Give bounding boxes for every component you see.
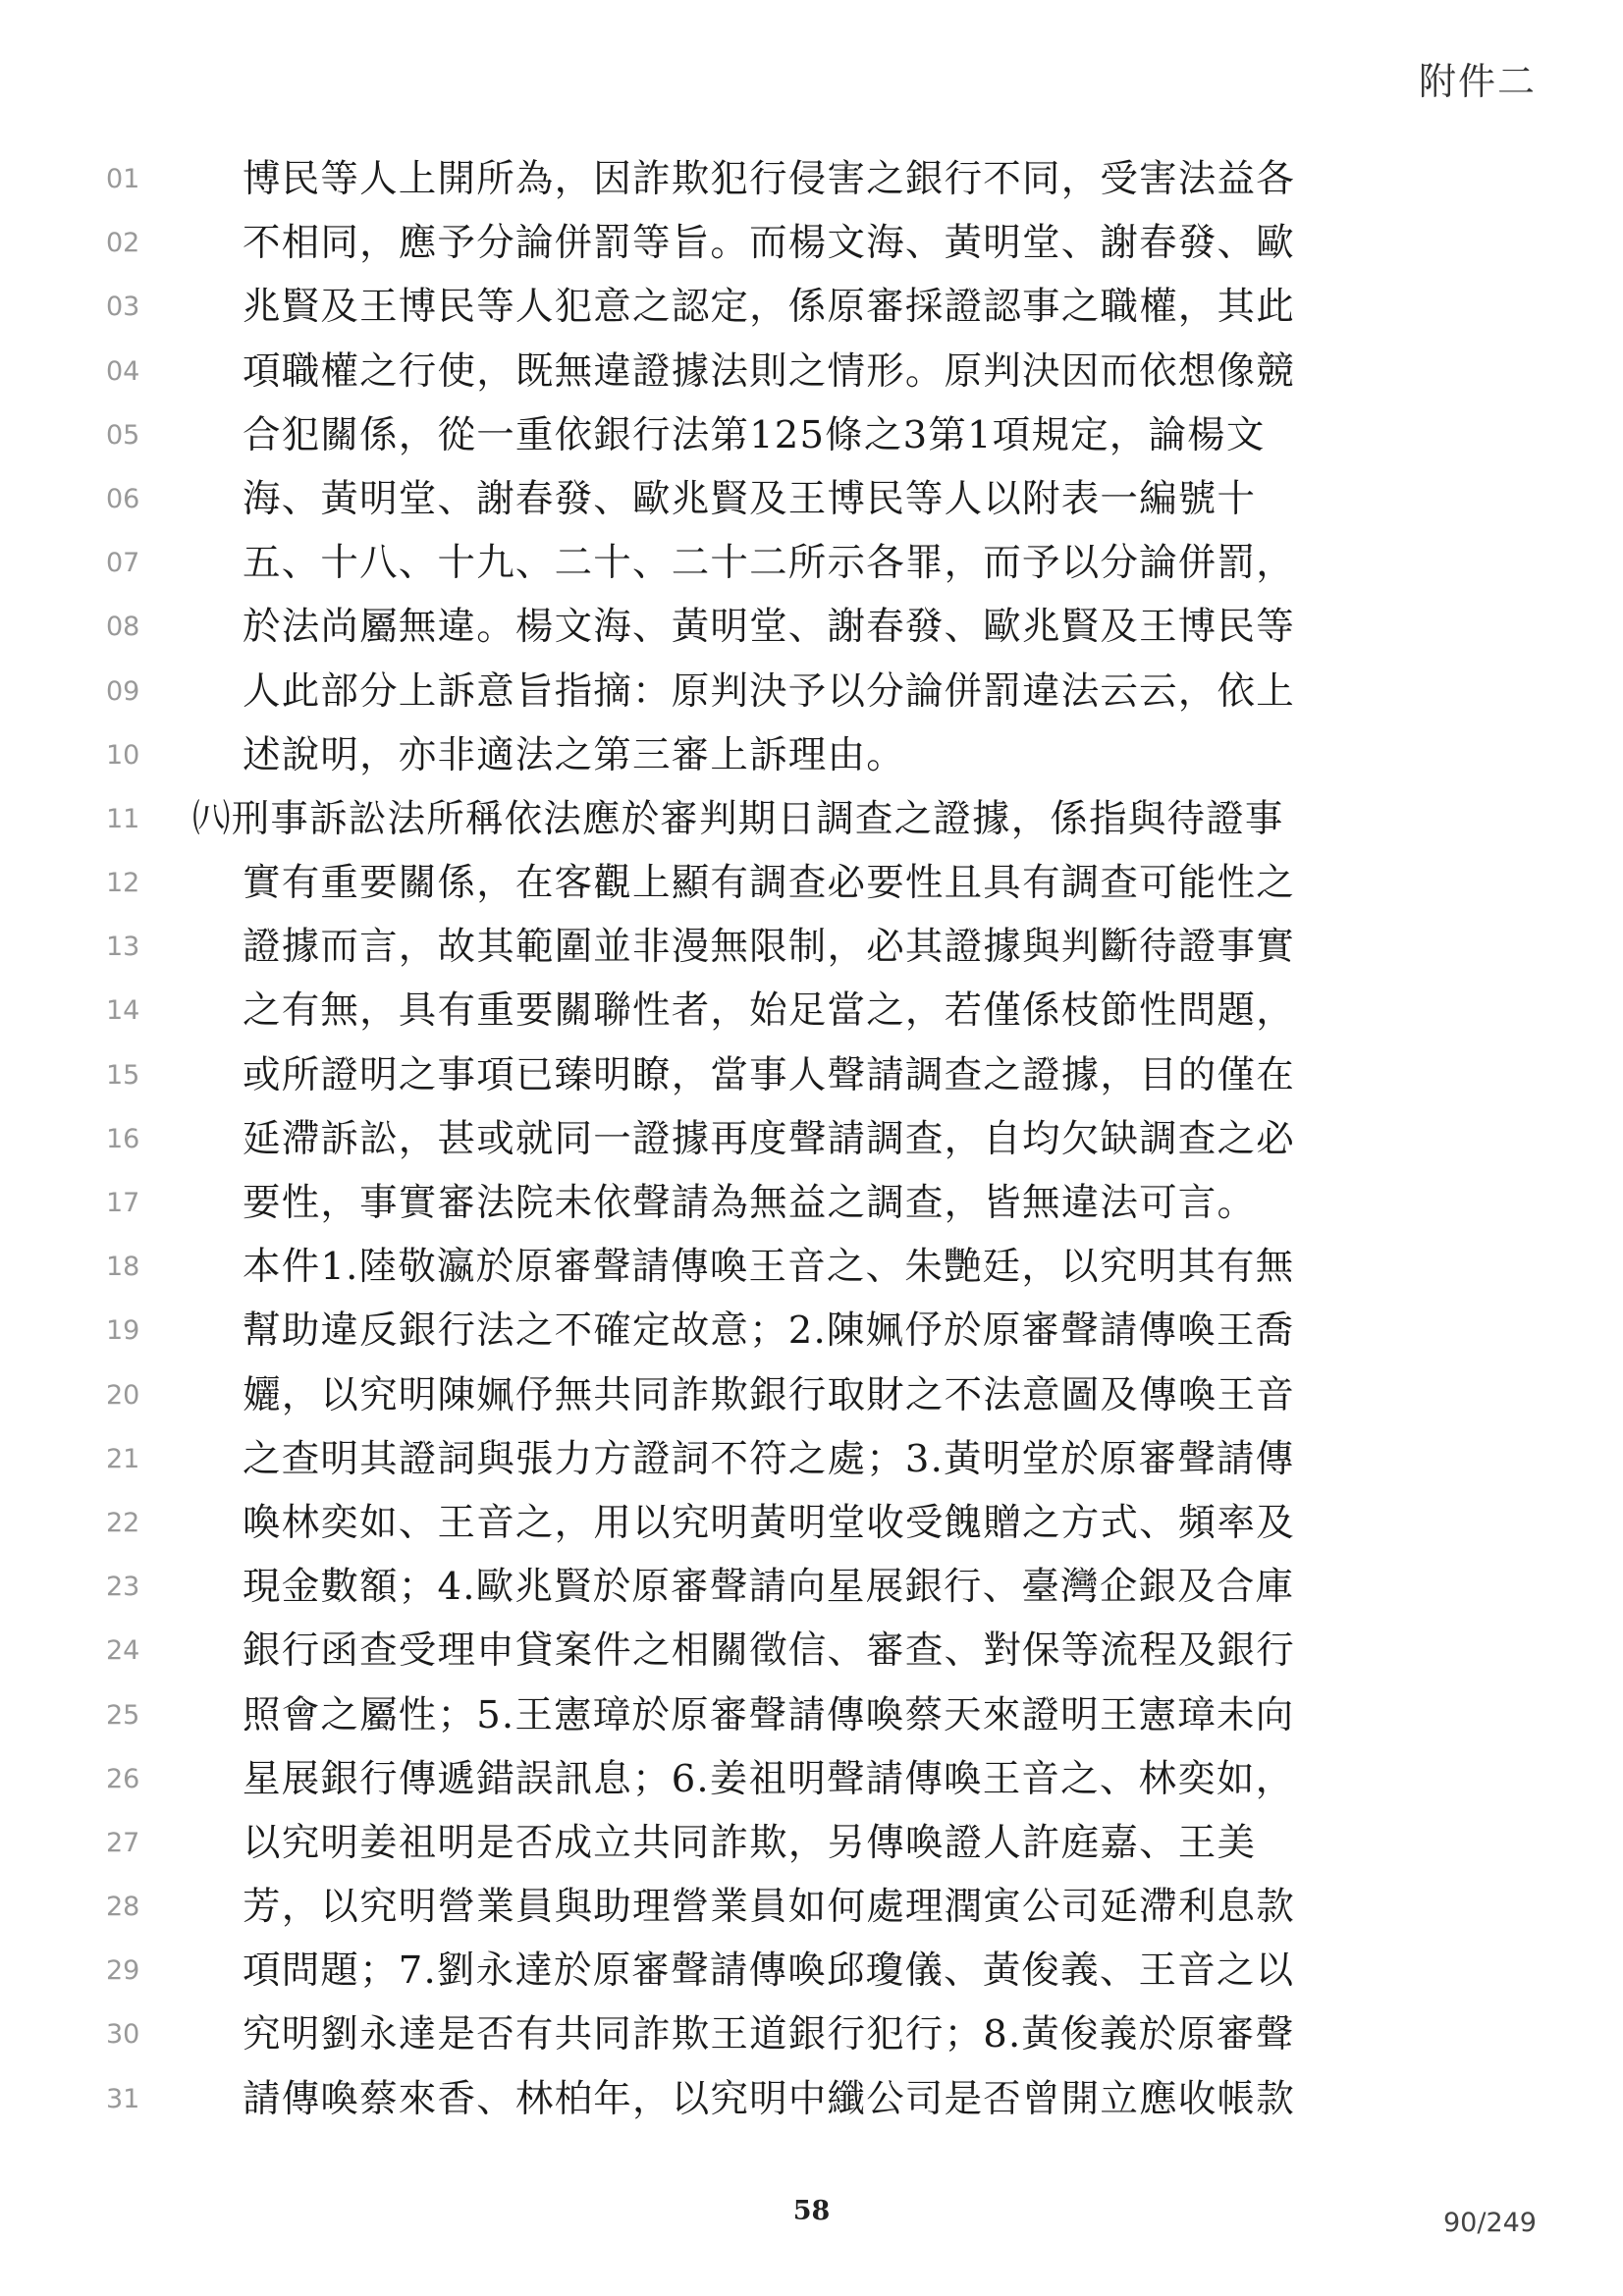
line-number: 19 — [106, 1315, 140, 1347]
text-line — [0, 851, 1623, 915]
line-number: 09 — [106, 675, 140, 707]
text-line — [0, 1235, 1623, 1299]
line-text: 或所證明之事項已臻明瞭，當事人聲請調查之證據，目的僅在 — [243, 1052, 1295, 1097]
line-number: 28 — [106, 1892, 140, 1923]
line-text: 不相同，應予分論併罰等旨。而楊文海、黃明堂、謝春發、歐 — [243, 221, 1295, 266]
line-number: 17 — [106, 1188, 140, 1218]
line-text: 照會之屬性；5.王憲璋於原審聲請傳喚蔡天來證明王憲璋未向 — [243, 1692, 1295, 1737]
text-line — [0, 1939, 1623, 2002]
text-line — [0, 467, 1623, 531]
text-line — [0, 1427, 1623, 1491]
line-text: ㈧刑事訴訟法所稱依法應於審判期日調查之證據，係指與待證事 — [192, 796, 1284, 841]
text-line — [0, 2067, 1623, 2131]
text-line — [0, 1747, 1623, 1811]
line-text: 以究明姜祖明是否成立共同詐欺，另傳喚證人許庭嘉、王美 — [243, 1820, 1257, 1865]
text-line — [0, 723, 1623, 787]
line-text: 海、黃明堂、謝春發、歐兆賢及王博民等人以附表一編號十 — [243, 476, 1257, 521]
text-line — [0, 595, 1623, 659]
line-number: 16 — [106, 1123, 140, 1154]
line-text: 項問題；7.劉永達於原審聲請傳喚邱瓊儀、黃俊義、王音之以 — [243, 1949, 1295, 1994]
text-line — [0, 340, 1623, 403]
line-number: 13 — [106, 932, 140, 963]
line-number: 08 — [106, 612, 140, 643]
text-line — [0, 915, 1623, 979]
line-number: 10 — [106, 739, 140, 771]
line-text: 博民等人上開所為，因詐欺犯行侵害之銀行不同，受害法益各 — [243, 157, 1295, 201]
page-index: 90/249 — [1443, 2208, 1537, 2238]
line-text: 於法尚屬無違。楊文海、黃明堂、謝春發、歐兆賢及王博民等 — [243, 605, 1295, 650]
line-number: 23 — [106, 1572, 140, 1603]
line-text: 五、十八、十九、二十、二十二所示各罪，而予以分論併罰， — [243, 541, 1295, 586]
line-number: 01 — [106, 164, 140, 194]
line-number: 20 — [106, 1379, 140, 1411]
text-line — [0, 1491, 1623, 1555]
text-line — [0, 787, 1623, 851]
line-number: 25 — [106, 1699, 140, 1731]
line-text: 要性，事實審法院未依聲請為無益之調查，皆無違法可言。 — [243, 1181, 1257, 1225]
line-number: 04 — [106, 355, 140, 387]
text-line — [0, 1107, 1623, 1171]
document-body — [0, 147, 1623, 2131]
text-line — [0, 275, 1623, 339]
line-text: 兆賢及王博民等人犯意之認定，係原審採證認事之職權，其此 — [243, 285, 1295, 330]
line-text: 述說明，亦非適法之第三審上訴理由。 — [243, 732, 905, 777]
line-text: 人此部分上訴意旨指摘：原判決予以分論併罰違法云云，依上 — [243, 668, 1295, 714]
text-line — [0, 1299, 1623, 1362]
line-number: 07 — [106, 548, 140, 579]
line-text: 幫助違反銀行法之不確定故意；2.陳姵伃於原審聲請傳喚王喬 — [243, 1308, 1295, 1354]
text-line — [0, 531, 1623, 595]
text-line — [0, 403, 1623, 467]
text-line — [0, 1363, 1623, 1427]
line-number: 11 — [106, 803, 140, 834]
text-line — [0, 147, 1623, 211]
line-text: 證據而言，故其範圍並非漫無限制，必其證據與判斷待證事實 — [243, 925, 1295, 970]
text-line — [0, 2002, 1623, 2066]
line-text: 現金數額；4.歐兆賢於原審聲請向星展銀行、臺灣企銀及合庫 — [243, 1565, 1295, 1610]
line-text: 星展銀行傳遞錯誤訊息；6.姜祖明聲請傳喚王音之、林奕如， — [243, 1756, 1295, 1801]
line-number: 12 — [106, 868, 140, 899]
line-text: 究明劉永達是否有共同詐欺王道銀行犯行；8.黃俊義於原審聲 — [243, 2012, 1295, 2057]
line-number: 15 — [106, 1059, 140, 1091]
line-number: 03 — [106, 292, 140, 323]
line-text: 之有無，具有重要關聯性者，始足當之，若僅係枝節性問題， — [243, 988, 1295, 1034]
line-text: 實有重要關係，在客觀上顯有調查必要性且具有調查可能性之 — [243, 861, 1295, 906]
line-number: 02 — [106, 228, 140, 259]
line-text: 芳，以究明營業員與助理營業員如何處理潤寅公司延滯利息款 — [243, 1885, 1295, 1930]
text-line — [0, 1043, 1623, 1107]
line-number: 05 — [106, 419, 140, 451]
line-text: 喚林奕如、王音之，用以究明黃明堂收受餽贈之方式、頻率及 — [243, 1500, 1295, 1545]
line-text: 本件1.陸敬瀛於原審聲請傳喚王音之、朱艷廷，以究明其有無 — [243, 1245, 1295, 1290]
line-number: 24 — [106, 1635, 140, 1667]
text-line — [0, 979, 1623, 1042]
text-line — [0, 1811, 1623, 1875]
text-line — [0, 1171, 1623, 1235]
line-number: 29 — [106, 1955, 140, 1987]
line-number: 21 — [106, 1443, 140, 1474]
text-line — [0, 1875, 1623, 1939]
line-text: 孋，以究明陳姵伃無共同詐欺銀行取財之不法意圖及傳喚王音 — [243, 1372, 1295, 1417]
attachment-label: 附件二 — [1418, 60, 1537, 103]
line-text: 合犯關係，從一重依銀行法第125條之3第1項規定，論楊文 — [243, 412, 1266, 457]
line-text: 項職權之行使，既無違證據法則之情形。原判決因而依想像競 — [243, 348, 1295, 394]
page-number: 58 — [792, 2196, 831, 2226]
line-number: 26 — [106, 1763, 140, 1794]
text-line — [0, 1683, 1623, 1747]
text-line — [0, 211, 1623, 275]
text-line — [0, 1555, 1623, 1619]
line-text: 之查明其證詞與張力方證詞不符之處；3.黃明堂於原審聲請傳 — [243, 1436, 1295, 1481]
text-line — [0, 1619, 1623, 1682]
line-number: 06 — [106, 483, 140, 514]
line-text: 銀行函查受理申貸案件之相關徵信、審查、對保等流程及銀行 — [243, 1629, 1295, 1674]
line-number: 30 — [106, 2019, 140, 2051]
line-number: 14 — [106, 995, 140, 1027]
text-line — [0, 660, 1623, 723]
line-number: 31 — [106, 2083, 140, 2114]
line-number: 18 — [106, 1252, 140, 1283]
line-number: 27 — [106, 1827, 140, 1858]
line-number: 22 — [106, 1507, 140, 1538]
line-text: 延滯訴訟，甚或就同一證據再度聲請調查，自均欠缺調查之必 — [243, 1116, 1295, 1161]
line-text: 請傳喚蔡來香、林柏年，以究明中纖公司是否曾開立應收帳款 — [243, 2076, 1295, 2121]
